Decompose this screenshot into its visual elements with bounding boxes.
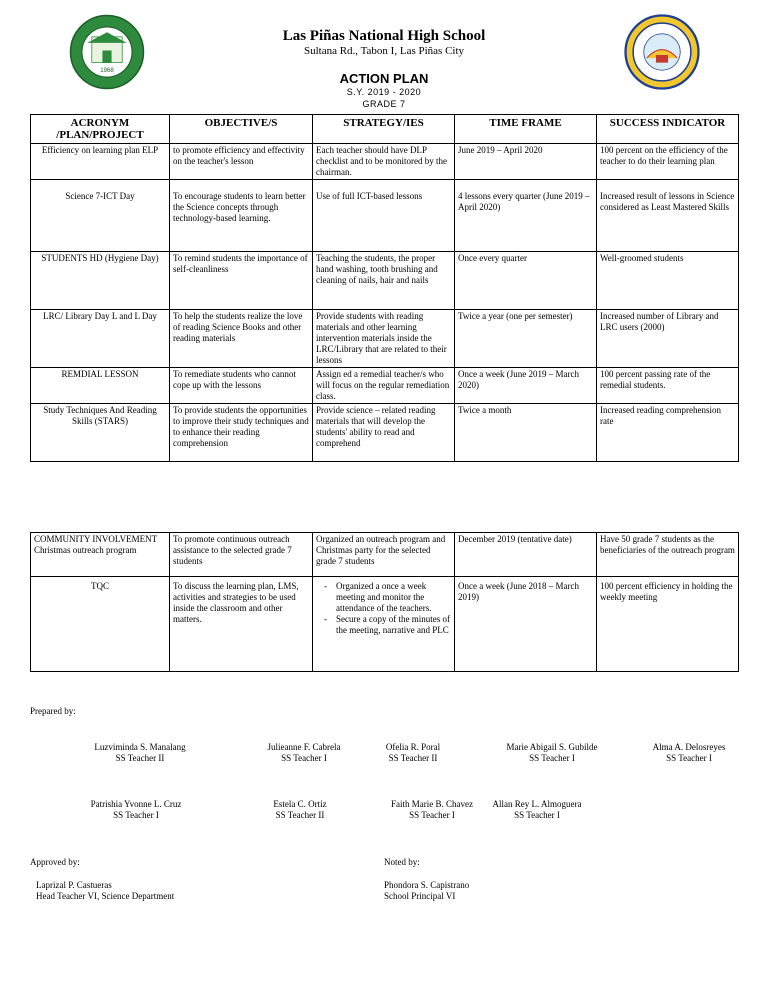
- header-success-indicator: SUCCESS INDICATOR: [597, 115, 739, 144]
- table-header-row: [31, 115, 739, 144]
- table-cell: Provide students with reading materials and other learning intervention materials inside the LRC/Library that are related to their lessons: [313, 310, 455, 368]
- signatory-name: Allan Rey L. Almoguera: [492, 799, 582, 809]
- school-name: Las Piñas National High School: [282, 28, 486, 44]
- header-time-frame: TIME FRAME: [455, 115, 597, 144]
- table-row: [31, 404, 739, 462]
- list-item: - Organized a once a week meeting and monitor the attendance of the teachers.: [336, 581, 451, 614]
- table-cell: Once every quarter: [455, 252, 597, 310]
- table-cell: To help the students realize the love of reading Science Books and other reading materials: [170, 310, 313, 368]
- svg-text:1968: 1968: [100, 66, 114, 74]
- list-item: - Secure a copy of the minutes of the meeting, narrative and PLC: [336, 614, 451, 636]
- signatory: [462, 799, 612, 821]
- table-cell: to promote efficiency and effectivity on the teacher's lesson: [170, 144, 313, 180]
- noter-name: Phondora S. Capistrano: [384, 880, 470, 890]
- signatory-name: Faith Marie B. Chavez: [391, 799, 473, 809]
- noted-by-label: Noted by:: [384, 857, 420, 867]
- table-cell: 100 percent efficiency in holding the weekly meeting: [597, 577, 739, 672]
- signatory-title: SS Teacher II: [388, 753, 438, 763]
- table-cell: 4 lessons every quarter (June 2019 – April 2020): [455, 180, 597, 252]
- grade-level: GRADE 7: [362, 99, 406, 109]
- table-cell: Organized an outreach program and Christmas party for the selected grade 7 students: [313, 533, 455, 577]
- signatory: [61, 799, 211, 821]
- table-cell: December 2019 (tentative date): [455, 533, 597, 577]
- table-cell: 100 percent on the efficiency of the teacher to do their learning plan: [597, 144, 739, 180]
- table-cell: Have 50 grade 7 students as the beneficiaries of the outreach program: [597, 533, 739, 577]
- signatory-title: SS Teacher I: [113, 810, 159, 820]
- approver-title: Head Teacher VI, Science Department: [36, 891, 175, 901]
- signatory-name: Marie Abigail S. Gubilde: [506, 742, 598, 752]
- signatory-name: Patrishia Yvonne L. Cruz: [90, 799, 182, 809]
- table-row: [31, 310, 739, 368]
- table-cell: Study Techniques And Reading Skills (STARS): [31, 404, 170, 462]
- table-cell: COMMUNITY INVOLVEMENT Christmas outreach program: [31, 533, 170, 577]
- table-cell: Twice a year (one per semester): [455, 310, 597, 368]
- table-cell: STUDENTS HD (Hygiene Day): [31, 252, 170, 310]
- signatory: [338, 742, 488, 764]
- school-year: S.Y. 2019 - 2020: [346, 87, 422, 97]
- signatory: [65, 742, 215, 764]
- signatory-title: SS Teacher I: [409, 810, 455, 820]
- signatory-name: Estela C. Ortiz: [273, 799, 327, 809]
- signatory-name: Luzviminda S. Manalang: [94, 742, 186, 752]
- table-row: [31, 577, 739, 672]
- table-cell: Well-groomed students: [597, 252, 739, 310]
- table-cell: Assign ed a remedial teacher/s who will focus on the regular remediation class.: [313, 368, 455, 404]
- table-cell: June 2019 – April 2020: [455, 144, 597, 180]
- header-strategies: STRATEGY/IES: [313, 115, 455, 144]
- signatory: [477, 742, 627, 764]
- table-cell: To remind students the importance of self-cleanliness: [170, 252, 313, 310]
- document-title: ACTION PLAN: [339, 71, 429, 86]
- signatory-title: SS Teacher I: [666, 753, 712, 763]
- approver: [36, 880, 256, 902]
- table-cell: Teaching the students, the proper hand washing, tooth brushing and cleaning of nails, hair and nails: [313, 252, 455, 310]
- signatory-title: SS Teacher I: [529, 753, 575, 763]
- noter: [384, 880, 604, 902]
- header-objectives: OBJECTIVE/S: [170, 115, 313, 144]
- table-cell: To remediate students who cannot cope up with the lessons: [170, 368, 313, 404]
- table-cell: Use of full ICT-based lessons: [313, 180, 455, 252]
- table-row: [31, 144, 739, 180]
- table-cell: REMDIAL LESSON: [31, 368, 170, 404]
- table-cell: Science 7-ICT Day: [31, 180, 170, 252]
- table-cell: Once a week (June 2019 – March 2020): [455, 368, 597, 404]
- table-cell: [313, 577, 455, 672]
- table-cell: Twice a month: [455, 404, 597, 462]
- noter-title: School Principal VI: [384, 891, 456, 901]
- strategy-list: [316, 581, 451, 636]
- table-cell: To discuss the learning plan, LMS, activities and strategies to be used inside the classroom and other matters.: [170, 577, 313, 672]
- table-cell: Increased number of Library and LRC users (2000): [597, 310, 739, 368]
- table-cell: Once a week (June 2018 – March 2019): [455, 577, 597, 672]
- community-involvement-table: [30, 532, 739, 672]
- signatory: [225, 799, 375, 821]
- table-cell: Each teacher should have DLP checklist and to be monitored by the chairman.: [313, 144, 455, 180]
- table-cell: To encourage students to learn better the Science concepts through technology-based learning.: [170, 180, 313, 252]
- table-row: [31, 368, 739, 404]
- table-cell: To provide students the opportunities to improve their study techniques and to enhance their reading comprehension: [170, 404, 313, 462]
- table-cell: Efficiency on learning plan ELP: [31, 144, 170, 180]
- signatory: [614, 742, 764, 764]
- signatory-name: Julieanne F. Cabrela: [267, 742, 341, 752]
- action-plan-table: [30, 114, 739, 462]
- signatory-title: SS Teacher II: [115, 753, 165, 763]
- signatory-title: SS Teacher II: [275, 810, 325, 820]
- table-row: [31, 533, 739, 577]
- signatory-title: SS Teacher I: [281, 753, 327, 763]
- prepared-by-label: Prepared by:: [30, 706, 76, 716]
- header-acronym: ACRONYM /PLAN/PROJECT: [31, 115, 170, 144]
- signatory-name: Ofelia R. Poral: [385, 742, 441, 752]
- table-cell: To promote continuous outreach assistance to the selected grade 7 students: [170, 533, 313, 577]
- signatory-name: Alma A. Delosreyes: [652, 742, 726, 752]
- approver-name: Laprizal P. Castueras: [36, 880, 112, 890]
- table-row: [31, 252, 739, 310]
- table-cell: TQC: [31, 577, 170, 672]
- school-address: Sultana Rd., Tabon I, Las Piñas City: [303, 45, 465, 57]
- table-cell: Increased result of lessons in Science considered as Least Mastered Skills: [597, 180, 739, 252]
- table-row: [31, 180, 739, 252]
- table-cell: Provide science – related reading materials that will develop the students' ability to read and comprehend: [313, 404, 455, 462]
- table-cell: Increased reading comprehension rate: [597, 404, 739, 462]
- table-cell: LRC/ Library Day L and L Day: [31, 310, 170, 368]
- signatory-title: SS Teacher I: [514, 810, 560, 820]
- table-cell: 100 percent passing rate of the remedial students.: [597, 368, 739, 404]
- approved-by-label: Approved by:: [30, 857, 80, 867]
